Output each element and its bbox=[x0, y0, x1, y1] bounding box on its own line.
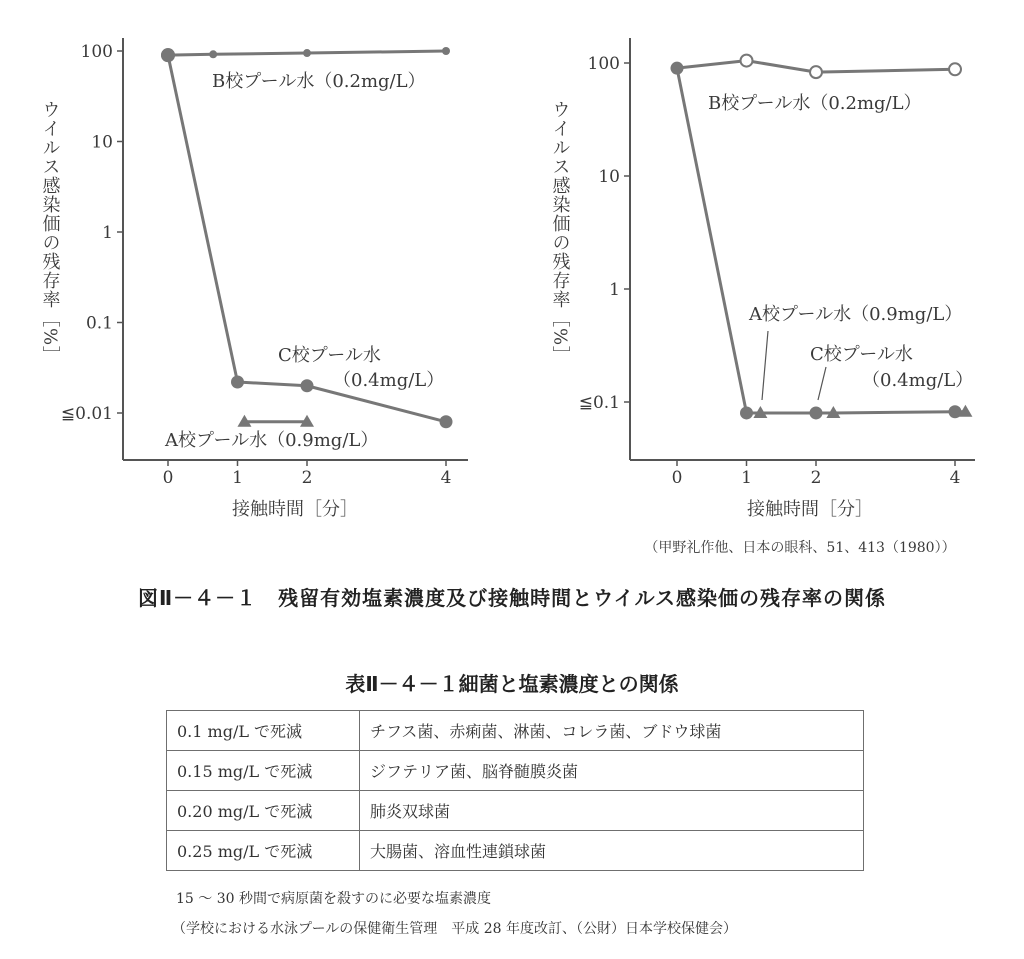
x-tick-label: 2 bbox=[301, 468, 313, 488]
source-citation: （甲野礼作他、日本の眼科、51、413（1980）） bbox=[644, 540, 956, 556]
bacteria-cell: 肺炎双球菌 bbox=[360, 791, 864, 831]
y-axis-label: ウイルス感染価の残存率［%］ bbox=[549, 100, 571, 366]
data-point bbox=[442, 47, 450, 55]
series-annotation: B校プール水（0.2mg/L） bbox=[708, 93, 922, 114]
data-point bbox=[810, 66, 822, 78]
data-point bbox=[161, 48, 175, 62]
y-tick-label: ≦0.1 bbox=[578, 393, 620, 413]
right-chart bbox=[550, 38, 976, 520]
series-annotation: A校プール水（0.9mg/L） bbox=[165, 430, 379, 451]
y-tick-label: 1 bbox=[609, 280, 620, 300]
y-axis-label: ウイルス感染価の残存率［%］ bbox=[39, 100, 61, 366]
y-tick-label: 0.1 bbox=[85, 313, 113, 334]
y-tick-label: ≦0.01 bbox=[60, 404, 113, 424]
data-point bbox=[741, 55, 753, 67]
table-row bbox=[167, 791, 864, 831]
data-point bbox=[740, 406, 753, 419]
data-point bbox=[209, 50, 217, 58]
y-tick-label: 10 bbox=[598, 167, 620, 187]
data-point bbox=[440, 415, 453, 428]
series-annotation: （0.4mg/L） bbox=[862, 370, 974, 391]
bacteria-cell: チフス菌、赤痢菌、淋菌、コレラ菌、ブドウ球菌 bbox=[360, 711, 864, 751]
x-tick-label: 4 bbox=[949, 468, 961, 488]
data-point bbox=[301, 379, 314, 392]
series-line bbox=[168, 55, 446, 422]
bacteria-chlorine-table bbox=[166, 710, 864, 871]
series-annotation: B校プール水（0.2mg/L） bbox=[212, 71, 426, 92]
concentration-cell: 0.25 mg/L で死滅 bbox=[167, 831, 360, 871]
annotation-leader-line bbox=[818, 367, 826, 400]
data-point bbox=[949, 63, 961, 75]
x-tick-label: 1 bbox=[741, 468, 752, 488]
x-tick-label: 4 bbox=[440, 468, 452, 488]
data-point bbox=[810, 406, 823, 419]
series-annotation: C校プール水 bbox=[278, 345, 381, 366]
table-title: 表Ⅱ－４－１細菌と塩素濃度との関係 bbox=[345, 672, 679, 696]
table-row bbox=[167, 831, 864, 871]
y-tick-label: 100 bbox=[587, 54, 620, 74]
x-tick-label: 0 bbox=[162, 468, 174, 488]
y-tick-label: 10 bbox=[91, 132, 113, 153]
table-note: 15 ～ 30 秒間で病原菌を殺すのに必要な塩素濃度 bbox=[176, 891, 491, 907]
y-tick-label: 100 bbox=[80, 42, 113, 62]
concentration-cell: 0.15 mg/L で死滅 bbox=[167, 751, 360, 791]
x-axis-label: 接触時間［分］ bbox=[747, 499, 873, 520]
bacteria-cell: 大腸菌、溶血性連鎖球菌 bbox=[360, 831, 864, 871]
data-point bbox=[231, 376, 244, 389]
figure-caption: 図Ⅱ－４－１ 残留有効塩素濃度及び接触時間とウイルス感染価の残存率の関係 bbox=[138, 586, 886, 610]
series-annotation: A校プール水（0.9mg/L） bbox=[749, 304, 963, 325]
bacteria-cell: ジフテリア菌、脳脊髄膜炎菌 bbox=[360, 751, 864, 791]
y-tick-label: 1 bbox=[102, 223, 113, 243]
table-source: （学校における水泳プールの保健衛生管理 平成 28 年度改訂、（公財）日本学校保健会） bbox=[172, 921, 738, 937]
series-annotation: （0.4mg/L） bbox=[333, 370, 445, 391]
x-tick-label: 2 bbox=[810, 468, 822, 488]
x-tick-label: 0 bbox=[671, 468, 683, 488]
series-annotation: C校プール水 bbox=[810, 344, 913, 365]
annotation-leader-line bbox=[762, 331, 768, 400]
concentration-cell: 0.20 mg/L で死滅 bbox=[167, 791, 360, 831]
x-axis-label: 接触時間［分］ bbox=[232, 499, 358, 520]
x-tick-label: 1 bbox=[232, 468, 243, 488]
concentration-cell: 0.1 mg/L で死滅 bbox=[167, 711, 360, 751]
table-row bbox=[167, 711, 864, 751]
data-point bbox=[303, 49, 311, 57]
table-row bbox=[167, 751, 864, 791]
left-chart bbox=[40, 38, 469, 520]
